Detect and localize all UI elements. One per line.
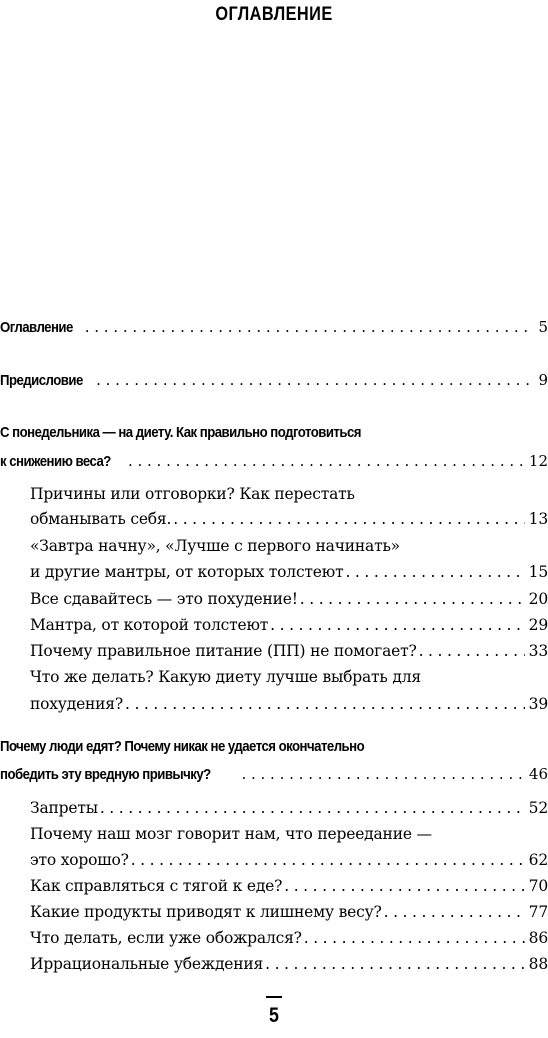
- toc-entry-title: Почему правильное питание (ПП) не помогает?: [30, 642, 417, 660]
- toc-entry-title: это хорошо?: [30, 851, 129, 869]
- toc-entry-title: Все сдавайтесь — это похудение!: [30, 590, 298, 608]
- toc-entry-title: похудения?: [30, 695, 123, 713]
- toc-entry-title: Почему люди едят? Почему никак не удается окончательно: [0, 738, 365, 755]
- toc-entry[interactable]: [30, 590, 548, 608]
- toc-leader-dots: [131, 851, 525, 869]
- toc-leader-dots: [345, 563, 524, 581]
- toc-leader-dots: [265, 955, 525, 973]
- toc-leader-dots: [419, 642, 525, 660]
- toc-entry[interactable]: [30, 563, 548, 581]
- toc-entry[interactable]: [0, 765, 548, 783]
- toc-entry[interactable]: [30, 929, 548, 947]
- toc-leader-dots: [128, 452, 525, 470]
- toc-entry-page: 70: [528, 877, 548, 895]
- toc-entry-title-line[interactable]: Почему наш мозг говорит нам, что переедание —: [30, 825, 432, 843]
- toc-entry-title: Запреты: [30, 799, 98, 817]
- toc-entry-page: 46: [528, 765, 548, 783]
- toc-entry[interactable]: [30, 510, 548, 528]
- toc-entry-title-line[interactable]: Что же делать? Какую диету лучше выбрать для: [30, 668, 421, 686]
- toc-leader-dots: [270, 616, 525, 634]
- toc-entry-title-line[interactable]: [0, 738, 548, 755]
- toc-entry[interactable]: [30, 799, 548, 817]
- toc-entry-title: к снижению веса?: [0, 453, 111, 470]
- toc-entry[interactable]: [30, 616, 548, 634]
- toc-entry-title: Предисловие: [0, 372, 83, 389]
- toc-entry-page: 52: [528, 799, 548, 817]
- toc-entry-title-line[interactable]: «Завтра начну», «Лучше с первого начинать»: [30, 537, 400, 555]
- toc-entry-title: Как справляться с тягой к еде?: [30, 877, 283, 895]
- toc-entry-title-line[interactable]: Причины или отговорки? Как перестать: [30, 485, 355, 503]
- toc-entry-page: 5: [538, 318, 548, 336]
- toc-entry-page: 62: [528, 851, 548, 869]
- toc-entry-page: 29: [528, 616, 548, 634]
- toc-entry-page: 13: [528, 510, 548, 528]
- toc-entry-title: Мантра, от которой толстеют: [30, 616, 269, 634]
- toc-entry-page: 77: [528, 903, 548, 921]
- toc-entry[interactable]: [0, 452, 548, 470]
- toc-entry-title-line[interactable]: [0, 424, 548, 441]
- toc-entry-title: и другие мантры, от которых толстеют: [30, 563, 344, 581]
- page-number: 5: [269, 1004, 279, 1027]
- toc-leader-dots: [300, 590, 525, 608]
- page-number-rule: [266, 996, 282, 998]
- toc-entry-title: Какие продукты приводят к лишнему весу?: [30, 903, 382, 921]
- toc-leader-dots: [125, 695, 525, 713]
- toc-entry[interactable]: [30, 695, 548, 713]
- toc-entry-title: обманывать себя.: [30, 510, 172, 528]
- toc-entry-page: 9: [538, 371, 548, 389]
- toc-entry-title: Иррациональные убеждения: [30, 955, 264, 973]
- toc-leader-dots: [241, 765, 524, 783]
- toc-entry[interactable]: [0, 371, 548, 389]
- page-title: ОГЛАВЛЕНИЕ: [215, 4, 333, 25]
- toc-entry[interactable]: [30, 877, 548, 895]
- toc-entry-page: 33: [528, 642, 548, 660]
- toc-entry-title: победить эту вредную привычку?: [0, 766, 211, 783]
- toc-entry[interactable]: [30, 642, 548, 660]
- toc-leader-dots: [173, 510, 524, 528]
- toc-leader-dots: [284, 877, 524, 895]
- toc-entry[interactable]: [30, 955, 548, 973]
- toc-leader-dots: [304, 929, 525, 947]
- toc-leader-dots: [85, 318, 535, 336]
- toc-entry-title: Оглавление: [0, 319, 73, 336]
- toc-entry-page: 88: [528, 955, 548, 973]
- toc-entry-title: С понедельника — на диету. Как правильно подготовиться: [0, 424, 361, 441]
- toc-entry[interactable]: [30, 903, 548, 921]
- toc-leader-dots: [100, 799, 525, 817]
- toc-leader-dots: [96, 371, 534, 389]
- toc-entry-page: 39: [528, 695, 548, 713]
- toc-entry-title: Что делать, если уже обожрался?: [30, 929, 302, 947]
- toc-entry[interactable]: [0, 318, 548, 336]
- toc-leader-dots: [384, 903, 525, 921]
- toc-entry-page: 12: [528, 452, 548, 470]
- toc-entry-page: 86: [528, 929, 548, 947]
- toc-entry[interactable]: [30, 851, 548, 869]
- toc-entry-page: 15: [528, 563, 548, 581]
- toc-entry-page: 20: [528, 590, 548, 608]
